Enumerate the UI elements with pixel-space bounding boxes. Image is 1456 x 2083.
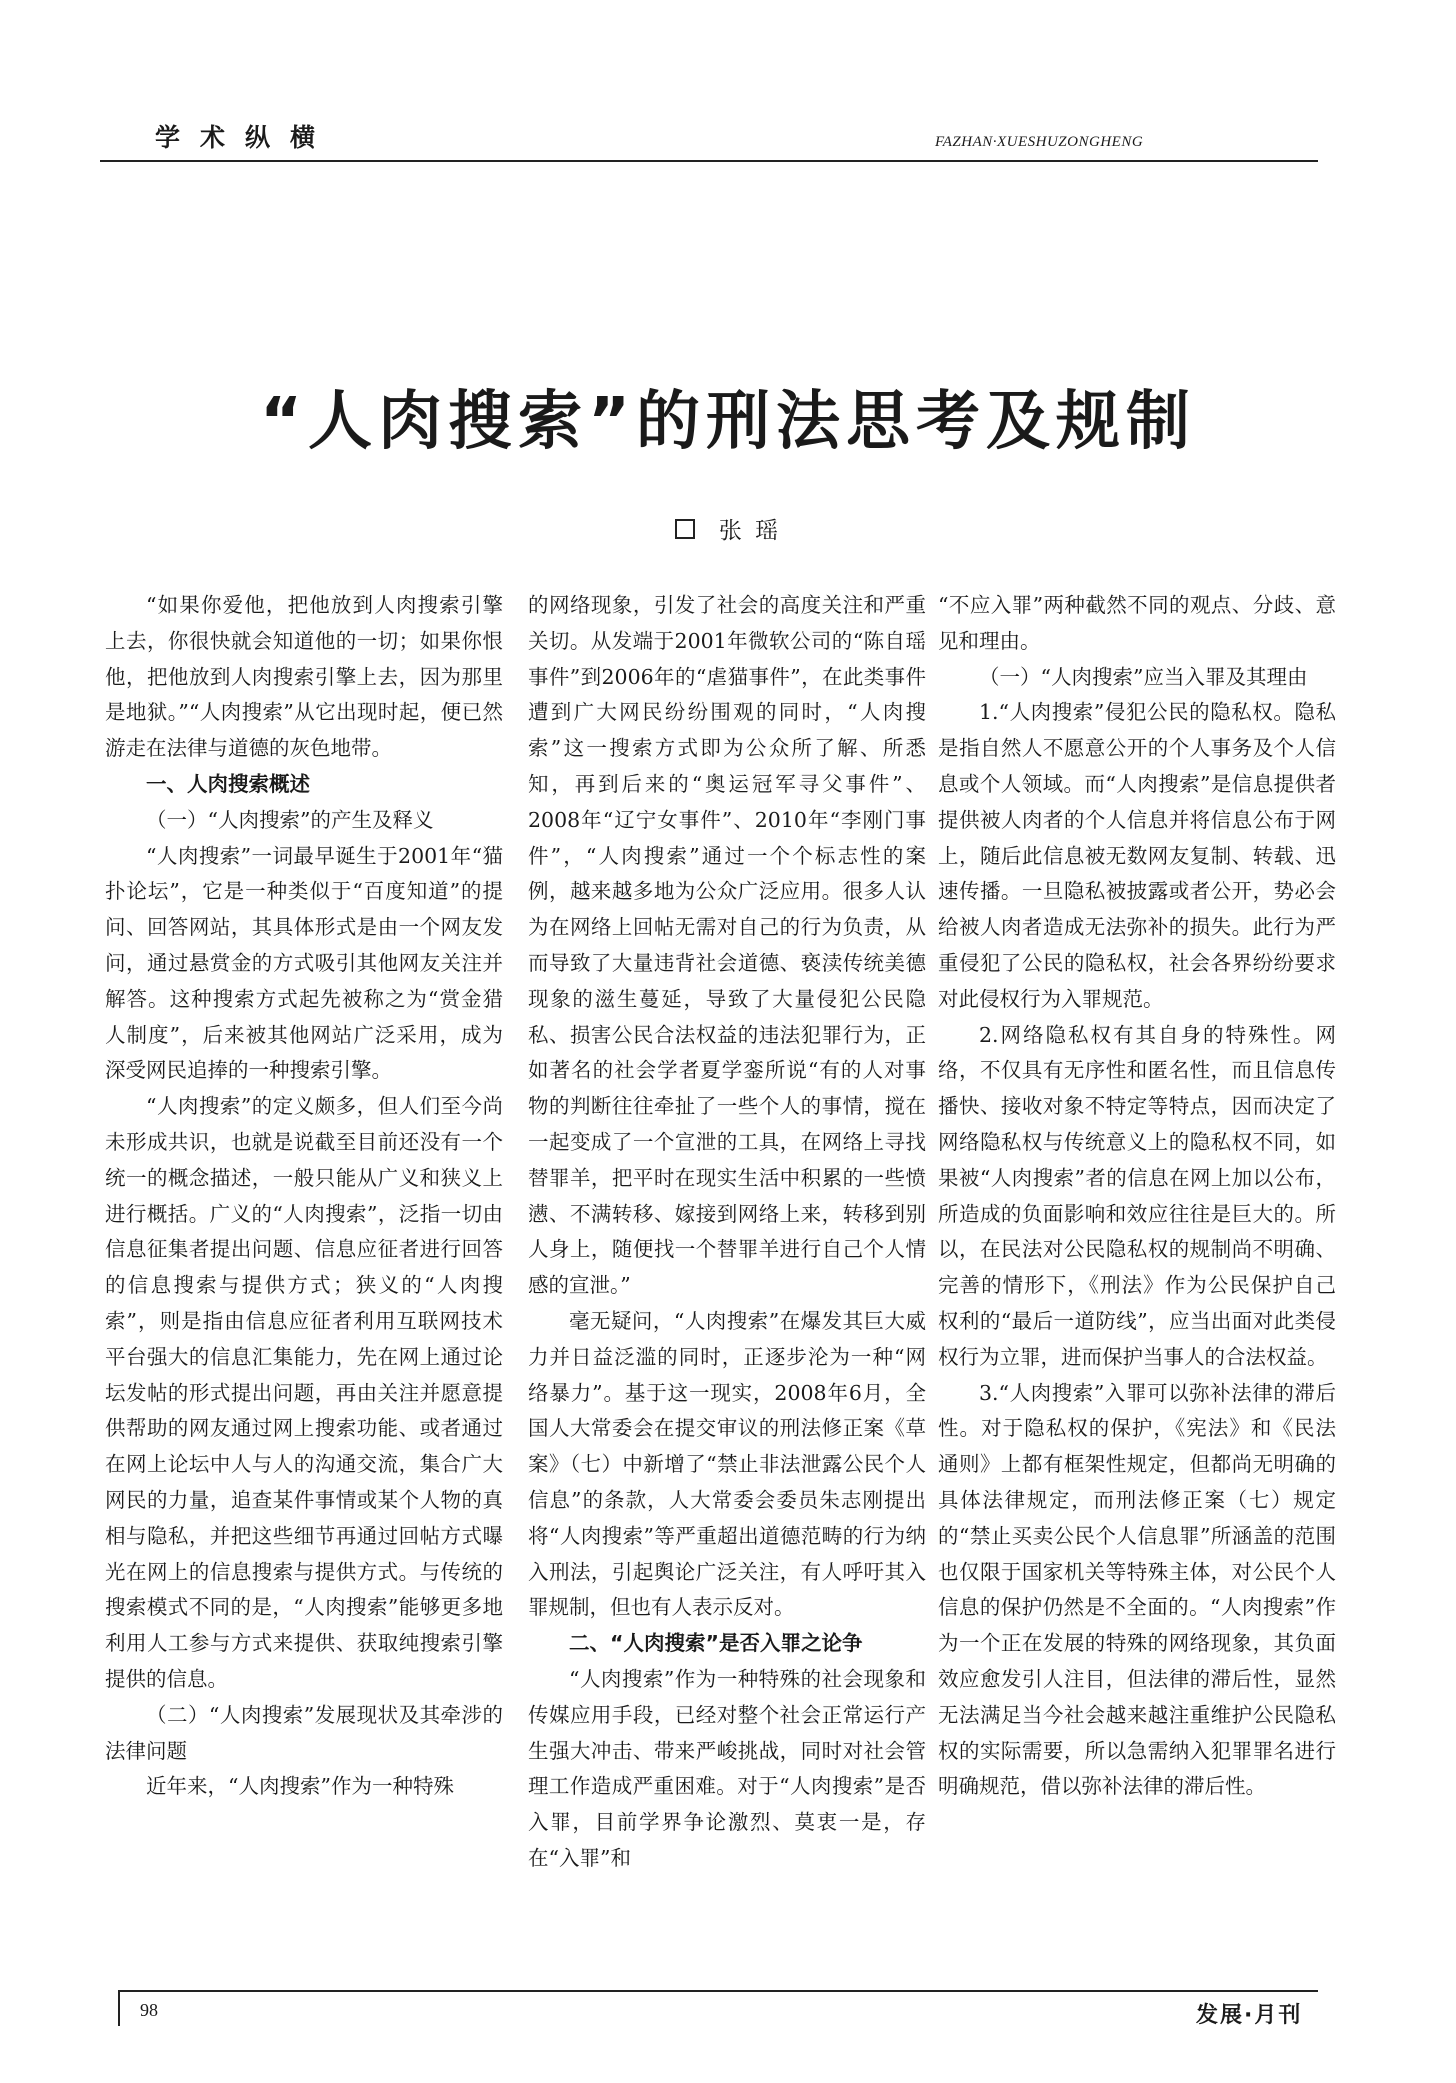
paragraph: “人肉搜索”作为一种特殊的社会现象和传媒应用手段，已经对整个社会正常运行产生强大冲击、带来严峻挑战，同时对社会管理工作造成严重困难。对于“人肉搜索”是否入罪，目前学界争论激烈、莫衷一是，存在“入罪”和 [528,1666,926,1870]
paragraph: “如果你爱他，把他放到人肉搜索引擎上去，你很快就会知道他的一切；如果你恨他，把他放到人肉搜索引擎上去，因为那里是地狱。”“人肉搜索”从它出现时起，便已然游走在法律与道德的灰色地带。 [105,593,503,761]
paragraph: 的网络现象，引发了社会的高度关注和严重关切。从发端于2001年微软公司的“陈自瑶事件”到2006年的“虐猫事件”，在此类事件遭到广大网民纷纷围观的同时，“人肉搜索”这一搜索方式即为公众所了解、所悉知，再到后来的“奥运冠军寻父事件”、2008年“辽宁女事件”、2010年“李刚门事件”，“人肉搜索”通过一个个标志性的案例，越来越多地为公众广泛应用。很多人认为在网络上回帖无需对自己的行为负责，从而导致了大量违背社会道德、亵渎传统美德现象的滋生蔓延，导致了大量侵犯公民隐私、损害公民合法权益的违法犯罪行为，正如著名的社会学者夏学銮所说“有的人对事物的判断往往牵扯了一些个人的事情，搅在一起变成了一个宣泄的工具，在网络上寻找替罪羊，把平时在现实生活中积累的一些愤懑、不满转移、嫁接到网络上来，转移到别人身上，随便找一个替罪羊进行自己个人情感的宣泄。” [528,593,926,1298]
paragraph: 近年来，“人肉搜索”作为一种特殊 [146,1774,454,1799]
author-name: 张 瑶 [718,518,782,544]
subsection-heading: （二）“人肉搜索”发展现状及其牵涉的法律问题 [105,1702,503,1763]
journal-code: FAZHAN·XUESHUZONGHENG [935,134,1144,150]
running-header [100,118,1320,162]
paragraph: 1.“人肉搜索”侵犯公民的隐私权。隐私是指自然人不愿意公开的个人事务及个人信息或个人领域。而“人肉搜索”是信息提供者提供被人肉者的个人信息并将信息公布于网上，随后此信息被无数网友复制、转载、迅速传播。一旦隐私被披露或者公开，势必会给被人肉者造成无法弥补的损失。此行为严重侵犯了公民的隐私权，社会各界纷纷要求对此侵权行为入罪规范。 [938,700,1336,1011]
body-column-2 [528,588,926,1877]
section-heading: 二、“人肉搜索”是否入罪之论争 [569,1631,863,1656]
journal-name: 发展·月刊 [1196,2003,1303,2028]
author-box-glyph [675,519,695,539]
body-column-3 [938,588,1336,1805]
footer-tick [118,1990,120,2026]
subsection-heading: （一）“人肉搜索”应当入罪及其理由 [979,664,1308,689]
author-line [0,512,1456,545]
paragraph: 毫无疑问，“人肉搜索”在爆发其巨大威力并日益泛滥的同时，正逐步沦为一种“网络暴力”。基于这一现实，2008年6月，全国人大常委会在提交审议的刑法修正案《草案》（七）中新增了“禁止非法泄露公民个人信息”的条款，人大常委会委员朱志刚提出将“人肉搜索”等严重超出道德范畴的行为纳入刑法，引起舆论广泛关注，有人呼吁其入罪规制，但也有人表示反对。 [528,1308,926,1620]
header-rule [100,160,1318,162]
footer-rule [118,1990,1318,1992]
paragraph: “人肉搜索”一词最早诞生于2001年“猫扑论坛”，它是一种类似于“百度知道”的提问、回答网站，其具体形式是由一个网友发问，通过悬赏金的方式吸引其他网友关注并解答。这种搜索方式起先被称之为“赏金猎人制度”，后来被其他网站广泛采用，成为深受网民追捧的一种搜索引擎。 [105,843,503,1083]
body-column-1 [105,588,503,1805]
section-name: 学术纵横 [155,123,336,152]
article-title: “人肉搜索”的刑法思考及规制 [259,385,1197,459]
paragraph: “人肉搜索”的定义颇多，但人们至今尚未形成共识，也就是说截至目前还没有一个统一的概念描述，一般只能从广义和狭义上进行概括。广义的“人肉搜索”，泛指一切由信息征集者提出问题、信息应征者进行回答的信息搜索与提供方式；狭义的“人肉搜索”，则是指由信息应征者利用互联网技术平台强大的信息汇集能力，先在网上通过论坛发帖的形式提出问题，再由关注并愿意提供帮助的网友通过网上搜索功能、或者通过在网上论坛中人与人的沟通交流，集合广大网民的力量，追查某件事情或某个人物的真相与隐私，并把这些细节再通过回帖方式曝光在网上的信息搜索与提供方式。与传统的搜索模式不同的是，“人肉搜索”能够更多地利用人工参与方式来提供、获取纯搜索引擎提供的信息。 [105,1094,503,1691]
page-number: 98 [140,2000,158,2020]
paragraph: 3.“人肉搜索”入罪可以弥补法律的滞后性。对于隐私权的保护，《宪法》和《民法通则》上都有框架性规定，但都尚无明确的具体法律规定，而刑法修正案（七）规定的“禁止买卖公民个人信息罪”所涵盖的范围也仅限于国家机关等特殊主体，对公民个人信息的保护仍然是不全面的。“人肉搜索”作为一个正在发展的特殊的网络现象，其负面效应愈发引人注目，但法律的滞后性，显然无法满足当今社会越来越注重维护公民隐私权的实际需要，所以急需纳入犯罪罪名进行明确规范，借以弥补法律的滞后性。 [938,1380,1336,1799]
section-heading: 一、人肉搜索概述 [146,771,310,796]
paragraph: “不应入罪”两种截然不同的观点、分歧、意见和理由。 [938,593,1336,653]
paragraph: 2.网络隐私权有其自身的特殊性。网络，不仅具有无序性和匿名性，而且信息传播快、接收对象不特定等特点，因而决定了网络隐私权与传统意义上的隐私权不同，如果被“人肉搜索”者的信息在网上加以公布，所造成的负面影响和效应往往是巨大的。所以，在民法对公民隐私权的规制尚不明确、完善的情形下，《刑法》作为公民保护自己权利的“最后一道防线”，应当出面对此类侵权行为立罪，进而保护当事人的合法权益。 [938,1022,1336,1369]
subsection-heading: （一）“人肉搜索”的产生及释义 [146,807,434,832]
